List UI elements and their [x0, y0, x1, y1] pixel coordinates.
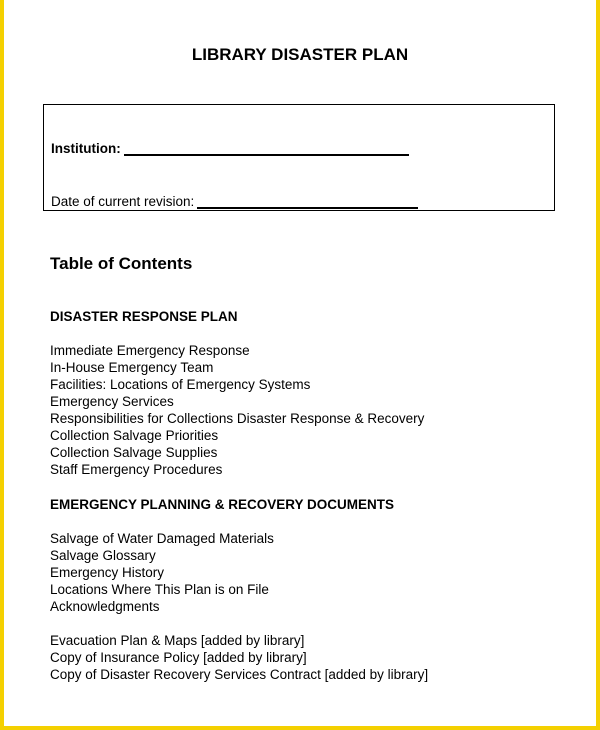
list-item: Copy of Insurance Policy [added by library]	[50, 650, 307, 665]
document-page	[4, 0, 596, 726]
revision-date-label: Date of current revision:	[51, 194, 195, 209]
section-heading-planning-recovery: EMERGENCY PLANNING & RECOVERY DOCUMENTS	[50, 497, 395, 512]
revision-date-blank-line	[197, 206, 418, 209]
list-item: Immediate Emergency Response	[50, 343, 250, 358]
list-item: Staff Emergency Procedures	[50, 462, 223, 477]
institution-blank-line	[124, 153, 409, 156]
list-item: Collection Salvage Priorities	[50, 428, 219, 443]
section-heading-response-plan: DISASTER RESPONSE PLAN	[50, 309, 238, 324]
toc-heading: Table of Contents	[50, 254, 193, 273]
list-item: Emergency Services	[50, 394, 174, 409]
list-item: Emergency History	[50, 565, 165, 580]
document-title: LIBRARY DISASTER PLAN	[191, 45, 409, 64]
planning-recovery-list	[50, 530, 274, 615]
list-item: Salvage Glossary	[50, 548, 156, 563]
list-item: Copy of Disaster Recovery Services Contract [added by library]	[50, 667, 429, 682]
list-item: Salvage of Water Damaged Materials	[50, 531, 274, 546]
list-item: Responsibilities for Collections Disaster Response & Recovery	[50, 411, 425, 426]
list-item: Facilities: Locations of Emergency Systems	[50, 377, 311, 392]
institution-info-box	[43, 104, 555, 211]
list-item: Collection Salvage Supplies	[50, 445, 218, 460]
list-item: Acknowledgments	[50, 599, 160, 614]
institution-field	[51, 141, 409, 156]
list-item: Evacuation Plan & Maps [added by library]	[50, 633, 305, 648]
response-plan-list	[50, 342, 424, 478]
list-item: In-House Emergency Team	[50, 360, 214, 375]
institution-label: Institution:	[51, 141, 121, 156]
list-item: Locations Where This Plan is on File	[50, 582, 269, 597]
library-added-list	[50, 632, 428, 683]
revision-date-field	[51, 194, 418, 209]
